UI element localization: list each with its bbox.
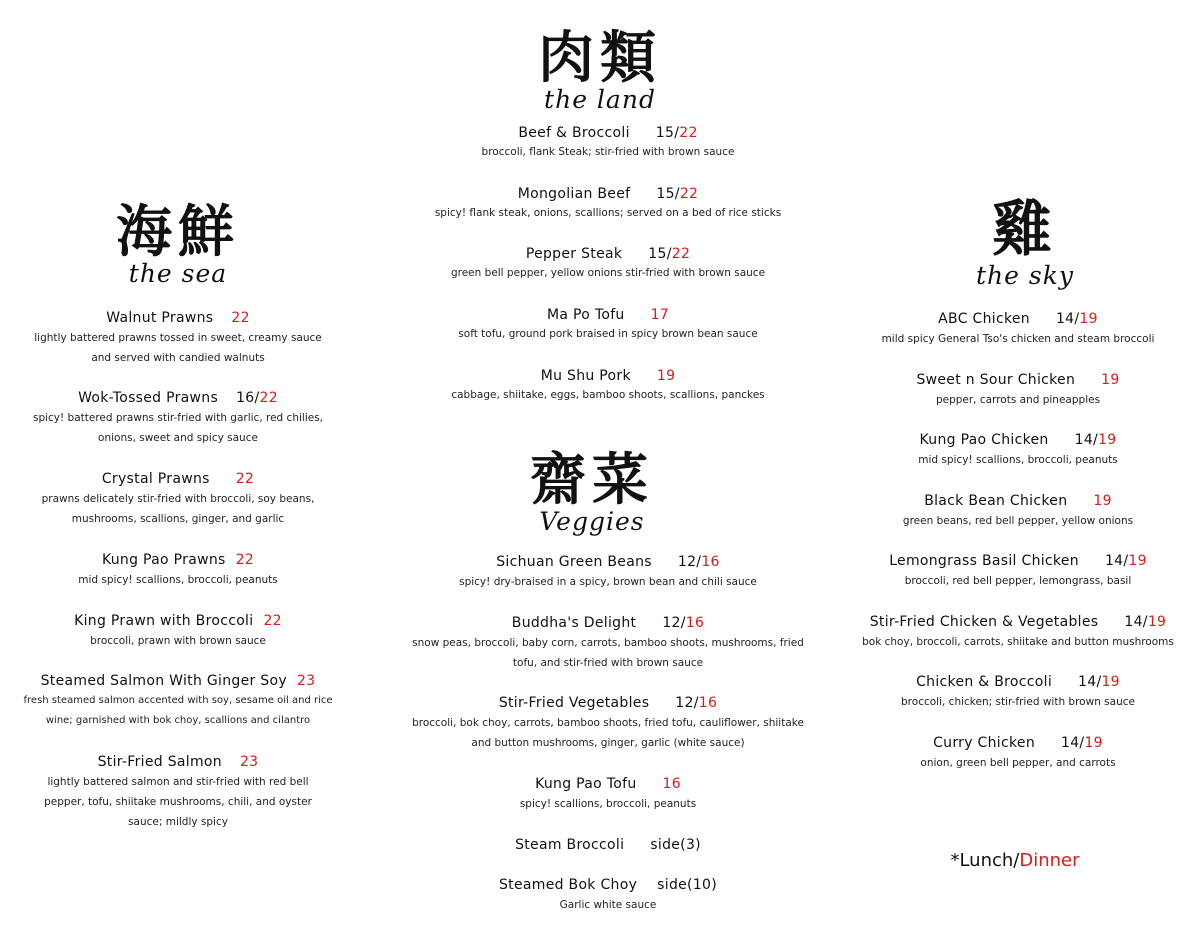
menu-item-curry-chicken (848, 734, 1188, 773)
item-name: Black Bean Chicken (924, 493, 1068, 509)
price-separator: / (674, 125, 680, 141)
item-price (236, 471, 254, 487)
item-name: Chicken & Broccoli (916, 674, 1053, 690)
item-price (657, 368, 675, 384)
item-price (236, 390, 278, 406)
item-description: lightly battered prawns tossed in sweet, creamy sauce (34, 332, 322, 344)
item-description: green bell pepper, yellow onions stir-fried with brown sauce (450, 267, 766, 279)
item-description: mid spicy! scallions, broccoli, peanuts (918, 454, 1118, 466)
veggies-header (492, 447, 692, 536)
veggies-cjk-title: 齋菜 (530, 447, 654, 513)
item-price (656, 125, 698, 141)
menu-item-pepper-steak (398, 245, 818, 283)
menu-item-king-prawn-broccoli (23, 612, 333, 651)
lunch-price: 12 (662, 615, 681, 631)
dinner-price: 22 (679, 186, 699, 202)
lunch-price: 12 (677, 554, 697, 570)
item-description: spicy! dry-braised in a spicy, brown bean and chili sauce (459, 576, 757, 588)
sea-header (78, 199, 278, 288)
item-price (678, 554, 720, 570)
land-header (500, 25, 700, 114)
item-description: and button mushrooms, ginger, garlic (white sauce) (471, 737, 745, 749)
item-name: Steam Broccoli (515, 837, 625, 853)
item-price (263, 613, 281, 629)
price-separator: / (680, 615, 686, 631)
menu-item-sichuan-green-beans (398, 553, 818, 592)
item-price (297, 673, 315, 689)
item-description: spicy! scallions, broccoli, peanuts (519, 798, 697, 810)
menu-item-steam-broccoli (398, 836, 818, 854)
sea-subtitle: the sea (128, 259, 228, 288)
dinner-price: 22 (231, 310, 250, 326)
dinner-price: 19 (1147, 614, 1167, 630)
dinner-price: 22 (235, 471, 255, 487)
sea-cjk-title: 海鮮 (116, 199, 240, 265)
menu-item-beef-broccoli (398, 124, 818, 162)
item-name: Stir-Fried Chicken & Vegetables (869, 614, 1099, 630)
item-side-price: side(10) (657, 877, 717, 893)
item-description: broccoli, bok choy, carrots, bamboo shoots, fried tofu, cauliflower, shiitake (412, 717, 804, 729)
item-name: Pepper Steak (525, 246, 623, 262)
dinner-price: 19 (1101, 372, 1120, 388)
item-side-price: side(3) (650, 837, 701, 853)
dinner-price: 23 (239, 754, 259, 770)
dinner-price: 22 (679, 125, 698, 141)
item-name: ABC Chicken (938, 311, 1030, 327)
lunch-price: 15 (648, 246, 667, 262)
dinner-price: 17 (650, 307, 670, 323)
land-subtitle: the land (544, 85, 656, 114)
dinner-price: 19 (1093, 493, 1112, 509)
item-description: broccoli, flank Steak; stir-fried with brown sauce (481, 146, 735, 158)
item-price (1105, 553, 1147, 569)
menu-item-lemongrass-basil-chicken (848, 552, 1188, 591)
item-description: pepper, tofu, shiitake mushrooms, chili, and oyster (44, 796, 312, 808)
price-separator: / (674, 186, 680, 202)
menu-item-mu-shu-pork (398, 367, 818, 405)
item-name: King Prawn with Broccoli (74, 613, 254, 629)
dinner-price: 22 (235, 552, 255, 568)
lunch-price: 15 (655, 125, 675, 141)
item-price (1056, 311, 1098, 327)
item-name: Kung Pao Prawns (101, 552, 226, 568)
item-name: Mu Shu Pork (540, 368, 631, 384)
sky-subtitle: the sky (976, 261, 1074, 290)
sky-cjk-title: 雞 (992, 195, 1058, 265)
item-name: Crystal Prawns (101, 471, 210, 487)
item-name: Walnut Prawns (106, 310, 214, 326)
item-name: Kung Pao Tofu (535, 776, 637, 792)
item-description: green beans, red bell pepper, yellow onions (902, 515, 1134, 527)
price-separator: / (1142, 614, 1148, 630)
item-description: and served with candied walnuts (91, 352, 265, 364)
menu-item-kung-pao-chicken (848, 431, 1188, 470)
dinner-price: 19 (1098, 432, 1117, 448)
land-cjk-title: 肉類 (538, 25, 662, 91)
item-description: broccoli, red bell pepper, lemongrass, basil (904, 575, 1132, 587)
item-price (663, 776, 681, 792)
item-description: spicy! battered prawns stir-fried with garlic, red chilies, (32, 412, 324, 424)
item-description: mushrooms, scallions, ginger, and garlic (71, 513, 285, 525)
item-name: Stir-Fried Salmon (97, 754, 222, 770)
item-name: Sweet n Sour Chicken (916, 372, 1076, 388)
lunch-price: 15 (656, 186, 675, 202)
item-description: soft tofu, ground pork braised in spicy brown bean sauce (458, 328, 758, 340)
menu-item-black-bean-chicken (848, 492, 1188, 531)
item-price (1124, 614, 1166, 630)
item-name: Sichuan Green Beans (496, 554, 652, 570)
item-description: broccoli, chicken; stir-fried with brown sauce (901, 696, 1135, 708)
menu-item-buddhas-delight (398, 614, 818, 673)
price-legend (930, 850, 1100, 872)
dinner-price: 22 (263, 613, 282, 629)
item-description: onion, green bell pepper, and carrots (920, 757, 1116, 769)
lunch-price: 14 (1124, 614, 1143, 630)
item-description: fresh steamed salmon accented with soy, sesame oil and rice (23, 695, 333, 706)
menu-item-chicken-broccoli (848, 673, 1188, 712)
menu-item-mongolian-beef (398, 185, 818, 223)
item-price (1075, 432, 1117, 448)
item-description: pepper, carrots and pineapples (935, 394, 1101, 406)
item-description: spicy! flank steak, onions, scallions; served on a bed of rice sticks (434, 207, 782, 219)
item-description: lightly battered salmon and stir-fried with red bell (47, 776, 309, 788)
price-separator: / (254, 390, 260, 406)
item-price (1101, 372, 1119, 388)
dinner-price: 22 (259, 390, 278, 406)
dinner-price: 19 (656, 368, 676, 384)
price-separator: / (1123, 553, 1129, 569)
dinner-price: 16 (698, 695, 718, 711)
item-description: Garlic white sauce (559, 899, 657, 911)
item-description: prawns delicately stir-fried with broccoli, soy beans, (41, 493, 315, 505)
price-separator: / (693, 695, 699, 711)
dinner-price: 19 (1084, 735, 1103, 751)
lunch-price: 14 (1074, 432, 1094, 448)
menu-item-stir-fried-salmon (23, 753, 333, 832)
lunch-price: 16 (236, 390, 255, 406)
item-price (1061, 735, 1103, 751)
item-name: Ma Po Tofu (546, 307, 625, 323)
price-separator: / (1093, 432, 1099, 448)
dinner-price: 19 (1128, 553, 1147, 569)
lunch-price: 14 (1078, 674, 1097, 690)
item-description: onions, sweet and spicy sauce (98, 432, 258, 444)
item-name: Stir-Fried Vegetables (498, 695, 650, 711)
item-description: cabbage, shiitake, eggs, bamboo shoots, scallions, panckes (451, 389, 765, 401)
menu-item-crystal-prawns (23, 470, 333, 529)
item-price (1078, 674, 1120, 690)
menu-item-kung-pao-tofu (398, 775, 818, 814)
lunch-price: 14 (1061, 735, 1080, 751)
sky-header (925, 195, 1125, 290)
item-name: Curry Chicken (933, 735, 1035, 751)
price-separator: / (696, 554, 702, 570)
item-price (240, 754, 258, 770)
dinner-price: 19 (1079, 311, 1098, 327)
veggies-subtitle: Veggies (539, 507, 645, 536)
menu-item-steamed-bok-choy (398, 876, 818, 915)
lunch-price: 12 (675, 695, 694, 711)
price-separator: / (1096, 674, 1102, 690)
menu-item-walnut-prawns (23, 309, 333, 368)
dinner-price: 16 (701, 554, 720, 570)
item-name: Buddha's Delight (511, 615, 637, 631)
menu-item-sweet-sour-chicken (848, 371, 1188, 410)
item-description: tofu, and stir-fried with brown sauce (512, 657, 704, 669)
item-description: wine; garnished with bok choy, scallions and cilantro (45, 715, 311, 726)
item-description: mild spicy General Tso's chicken and steam broccoli (881, 333, 1155, 345)
item-description: bok choy, broccoli, carrots, shiitake and button mushrooms (862, 636, 1174, 648)
item-description: snow peas, broccoli, baby corn, carrots, bamboo shoots, mushrooms, fried (412, 637, 804, 649)
menu-item-ma-po-tofu (398, 306, 818, 344)
item-price (648, 246, 690, 262)
dinner-price: 16 (685, 615, 705, 631)
item-name: Beef & Broccoli (518, 125, 630, 141)
item-description: broccoli, prawn with brown sauce (90, 635, 266, 647)
menu-item-kung-pao-prawns (23, 551, 333, 590)
item-price (675, 695, 717, 711)
menu-item-stir-fried-chicken-vegetables (848, 613, 1188, 652)
item-name: Lemongrass Basil Chicken (889, 553, 1079, 569)
item-price (662, 615, 704, 631)
price-separator: / (1074, 311, 1080, 327)
item-name: Kung Pao Chicken (919, 432, 1049, 448)
item-name: Mongolian Beef (517, 186, 631, 202)
dinner-price: 22 (671, 246, 691, 262)
item-price (1093, 493, 1111, 509)
item-price (656, 186, 698, 202)
item-description: mid spicy! scallions, broccoli, peanuts (78, 574, 278, 586)
lunch-price: 14 (1055, 311, 1075, 327)
item-price (231, 310, 249, 326)
menu-item-abc-chicken (848, 310, 1188, 349)
dinner-price: 16 (662, 776, 681, 792)
item-description: sauce; mildly spicy (128, 816, 228, 828)
dinner-price: 23 (296, 673, 316, 689)
menu-item-wok-tossed-prawns (23, 389, 333, 448)
menu-item-stir-fried-vegetables (398, 694, 818, 753)
price-separator: / (1079, 735, 1085, 751)
item-name: Steamed Bok Choy (498, 877, 638, 893)
item-name: Steamed Salmon With Ginger Soy (40, 673, 287, 689)
dinner-price: 19 (1101, 674, 1120, 690)
item-price (651, 307, 669, 323)
legend-lunch: *Lunch (950, 850, 1014, 871)
item-name: Wok-Tossed Prawns (78, 390, 219, 406)
legend-separator: / (1013, 850, 1020, 871)
lunch-price: 14 (1104, 553, 1124, 569)
menu-item-steamed-salmon (23, 672, 333, 731)
price-separator: / (666, 246, 672, 262)
item-price (236, 552, 254, 568)
legend-dinner: Dinner (1019, 850, 1080, 871)
